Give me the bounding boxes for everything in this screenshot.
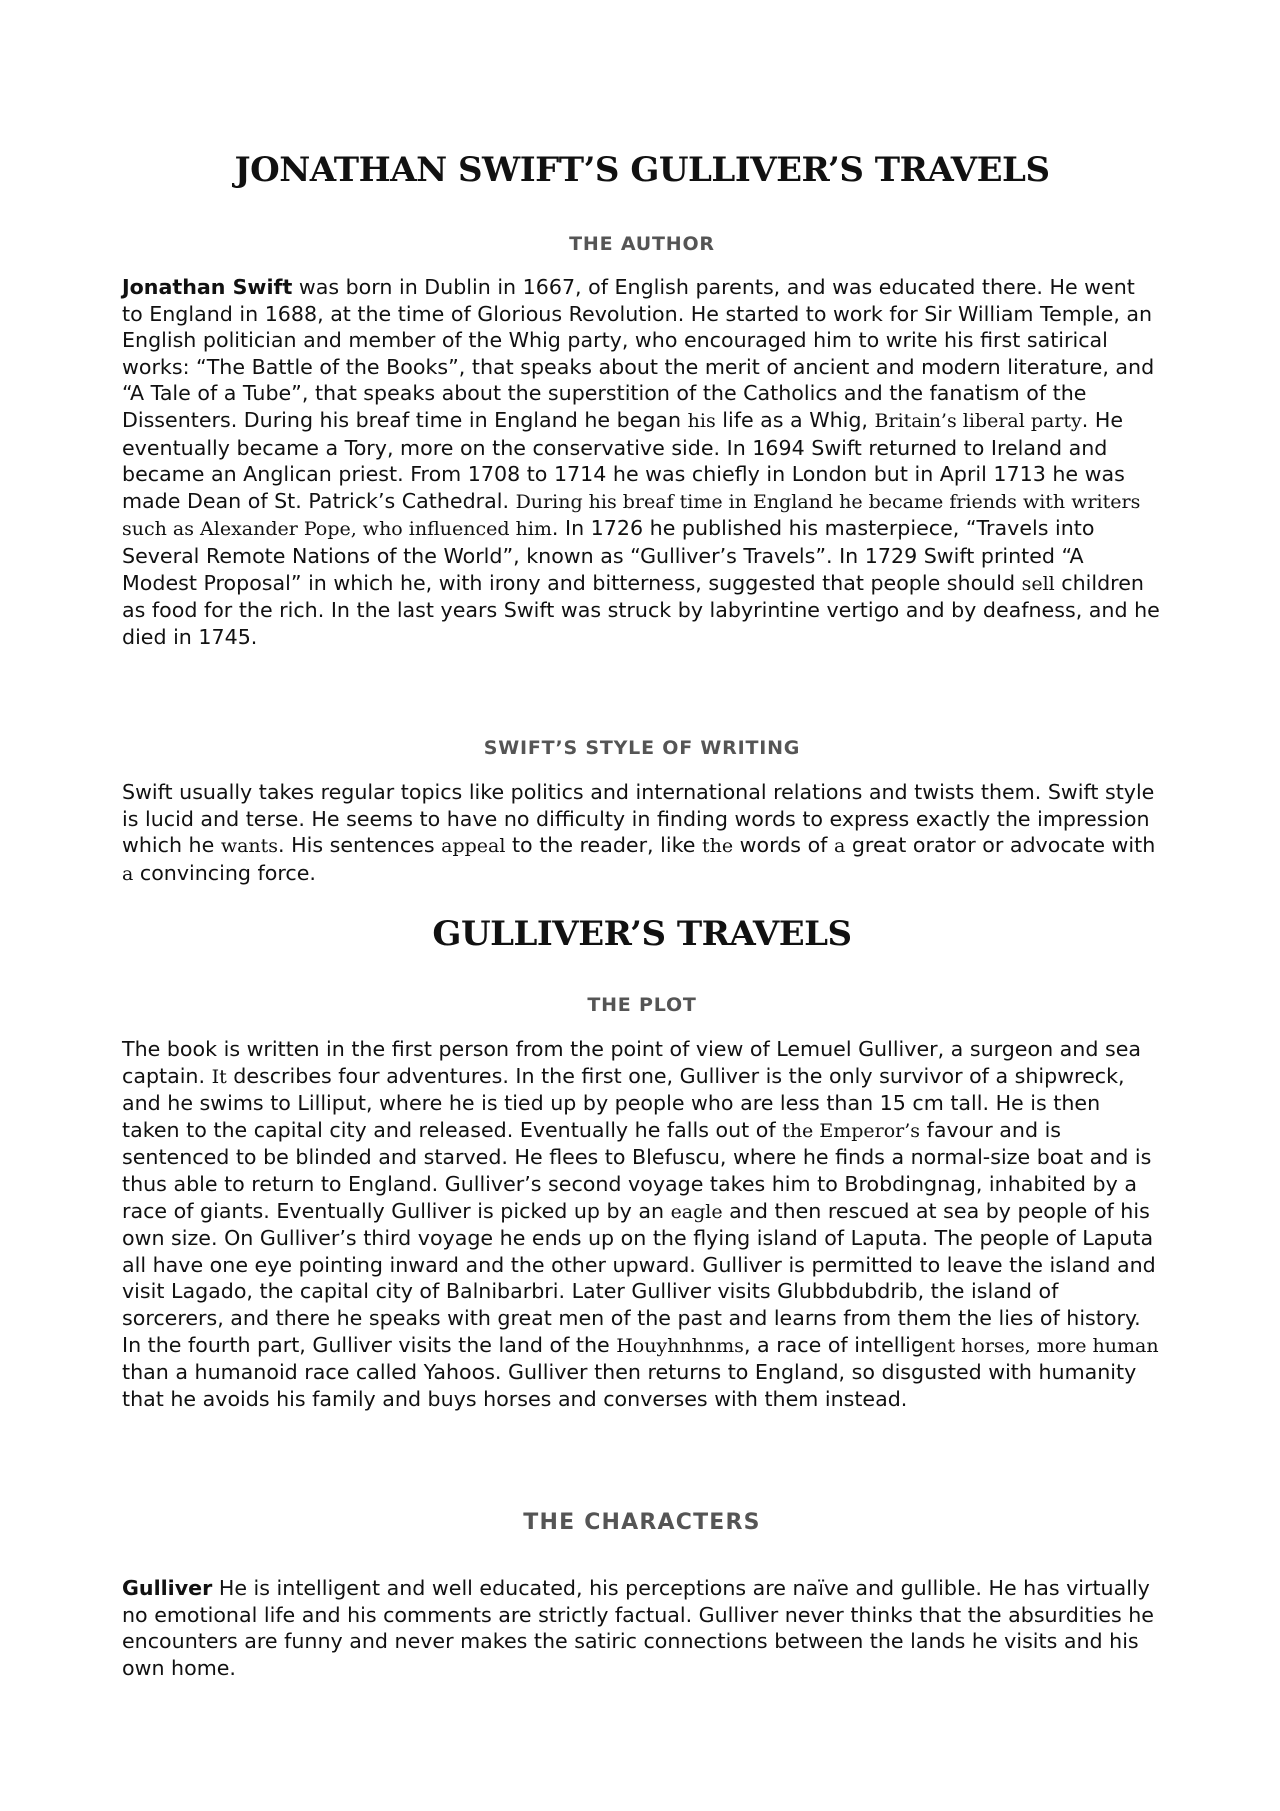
- plot-serif-4: Houyhnhnms: [616, 1334, 744, 1357]
- style-serif-3: the: [702, 835, 734, 858]
- plot-serif-5: ent horses, more human: [923, 1334, 1159, 1357]
- author-text-4: . In 1726 he published his masterpiece, “Travels into Several Remote Nations of the World”, known as “Gulliver’s Travels”. In 1729 Swift printed “A Modest Proposal” in which he, with irony and bitterness, suggested that people should: [122, 516, 1095, 595]
- style-text-1: Swift usually takes regular topics like politics and international relations and twists them. Swift style is lucid and terse. He seems to have no difficulty in finding words to express exactly the impression which he: [122, 780, 1155, 858]
- author-text-5: children as food for the rich. In the last years Swift was struck by labyrintine vertigo and by deafness, and he died in 1745.: [122, 570, 1160, 649]
- author-serif-1: his: [687, 409, 716, 432]
- style-paragraph: [122, 779, 1162, 887]
- author-serif-4: sell: [1021, 572, 1055, 595]
- characters-text-1: He is intelligent and well educated, his perceptions are naïve and gullible. He has virtually no emotional life and his comments are strictly factual. Gulliver never thinks that the absurdities he encounters are funny and never makes the satiric connections between the lands he visits and his own home.: [122, 1576, 1154, 1680]
- plot-text-1: The book is written in the first person from the point of view of Lemuel Gulliver, a surgeon and sea captain.: [122, 1037, 1141, 1088]
- author-serif-2: Britain’s liberal party: [874, 409, 1082, 432]
- plot-serif-1: It: [211, 1065, 227, 1088]
- style-text-6: convincing force.: [133, 860, 316, 885]
- plot-paragraph: [122, 1036, 1162, 1412]
- characters-heading: THE CHARACTERS: [523, 1510, 761, 1535]
- plot-heading: THE PLOT: [587, 994, 697, 1016]
- characters-paragraph: [122, 1575, 1162, 1681]
- plot-text-3: favour and is sentenced to be blinded and starved. He flees to Blefuscu, where he finds a normal-size boat and is thus able to return to England. Gulliver’s second voyage takes him to Brobdingnag, inhabited by a race of giants. Eventually Gulliver is picked up by an: [122, 1117, 1152, 1223]
- style-serif-1: wants: [220, 835, 279, 858]
- plot-text-2: describes four adventures. In the first one, Gulliver is the only survivor of a shipwreck, and he swims to Lilliput, where he is tied up by people who are less than 15 cm tall. He is then taken to the capital city and released. Eventually he falls out of: [122, 1063, 1125, 1142]
- style-text-2: . His sentences: [278, 833, 442, 858]
- plot-serif-3: eagle: [670, 1200, 723, 1223]
- plot-serif-2: the Emperor’s: [782, 1119, 921, 1142]
- author-serif-3: During his breaf time in England he became friends with writers such as Alexander Pope, who influenced him: [122, 490, 1141, 541]
- author-text-2: life as a Whig,: [715, 407, 875, 432]
- plot-text-5: , a race of intellig: [743, 1332, 924, 1357]
- style-heading: SWIFT’S STYLE OF WRITING: [483, 737, 801, 759]
- style-serif-5: a: [122, 862, 134, 885]
- style-text-4: words of: [733, 833, 834, 858]
- author-text-1: was born in Dublin in 1667, of English parents, and was educated there. He went to England in 1688, at the time of Glorious Revolution. He started to work for Sir William Temple, an English politician and member of the Whig party, who encouraged him to write his first satirical works: “The Battle of the Books”, that speaks about the merit of ancient and modern literature, and “A Tale of a Tube”, that speaks about the superstition of the Catholics and the fanatism of the Dissenters. During his breaf time in England he began: [122, 275, 1155, 432]
- style-serif-4: a: [833, 835, 846, 858]
- plot-text-4: and then rescued at sea by people of his own size. On Gulliver’s third voyage he ends up on the flying island of Laputa. The people of Laputa all have one eye pointing inward and the other upward. Gulliver is permitted to leave the island and visit Lagado, the capital city of Balnibarbri. Later Gulliver visits Glubbdubdrib, the island of sorcerers, and there he speaks with great men of the past and learns from them the lies of history. In the fourth part, Gulliver visits the land of the: [122, 1198, 1156, 1357]
- style-text-5: great orator or advocate with: [845, 833, 1156, 858]
- second-title: GULLIVER’S TRAVELS: [432, 914, 852, 954]
- author-heading: THE AUTHOR: [569, 233, 715, 255]
- document-title: JONATHAN SWIFT’S GULLIVER’S TRAVELS: [234, 150, 1050, 190]
- author-lead-name: Jonathan Swift: [122, 275, 293, 299]
- characters-lead-name: Gulliver: [122, 1576, 213, 1600]
- style-serif-2: appeal: [441, 835, 506, 858]
- style-text-3: to the reader, like: [505, 833, 703, 858]
- plot-text-6: than a humanoid race called Yahoos. Gulliver then returns to England, so disgusted with humanity that he avoids his family and buys horses and converses with them instead.: [122, 1360, 1137, 1411]
- author-paragraph: [122, 274, 1162, 650]
- author-text-3: . He eventually became a Tory, more on the conservative side. In 1694 Swift returned to Ireland and became an Anglican priest. From 1708 to 1714 he was chiefly in London but in April 1713 he was made Dean of St. Patrick’s Cathedral.: [122, 407, 1125, 513]
